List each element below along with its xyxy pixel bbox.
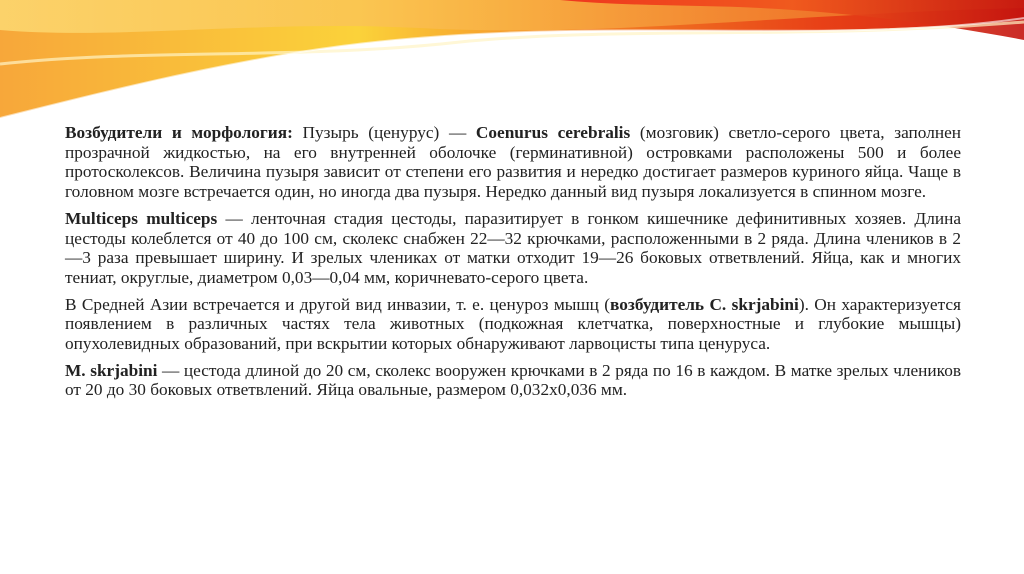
paragraph-1: [65, 123, 961, 202]
text-run: ). Он характеризуется появлением в различных частях тела животных (подкожная клетчатка, поверхностные и глубокие мышцы) опухолевидных образований, при вскрытии которых обнаруживают ларвоцисты типа ценуруса.: [65, 294, 961, 354]
text-run: — цестода длиной до 20 см, сколекс вооружен крючками в 2 ряда по 16 в каждом. В матке зрелых члеников от 20 до 30 боковых ответвлений. Яйца овальные, размером 0,032х0,036 мм.: [65, 360, 961, 400]
paragraph-2: [65, 209, 961, 288]
decorative-header-banner: [0, 0, 1024, 140]
bold-term: Coenurus cerebralis: [475, 123, 631, 142]
text-run: (мозговик) светло-серого цвета, заполнен прозрачной жидкостью, на его внутренней оболочке (герминативной) островками расположены 500 и более протосколексов. Величина пузыря зависит от степени его развития и нередко достигает размеров куриного яйца. Чаще в головном мозге встречается один, но иногда два пузыря. Нередко данный вид пузыря локализуется в спинном мозге.: [65, 123, 961, 202]
bold-term: M. skrjabini: [65, 360, 158, 380]
bold-term: возбудитель C. skrjabini: [610, 294, 799, 314]
text-run: Пузырь (ценурус) —: [292, 123, 476, 142]
paragraph-3: [65, 295, 961, 354]
bold-term: Multiceps multiceps: [65, 208, 218, 228]
slide-body-text: [65, 123, 961, 407]
text-run: — ленточная стадия цестоды, паразитирует в гонком кишечнике дефинитивных хозяев. Длина цестоды колеблется от 40 до 100 см, сколекс снабжен 22—32 крючками, расположенными в 2 ряда. Длина члеников в 2—3 раза превышает ширину. И зрелых члениках от матки отходит 19—26 боковых ответвлений. Яйца, как и многих тениат, округлые, диаметром 0,03—0,04 мм, коричневато-серого цвета.: [65, 208, 961, 287]
text-run: В Средней Азии встречается и другой вид инвазии, т. е. ценуроз мышц (: [65, 294, 611, 314]
bold-term: Возбудители и морфология:: [65, 123, 293, 142]
paragraph-4: [65, 361, 961, 400]
